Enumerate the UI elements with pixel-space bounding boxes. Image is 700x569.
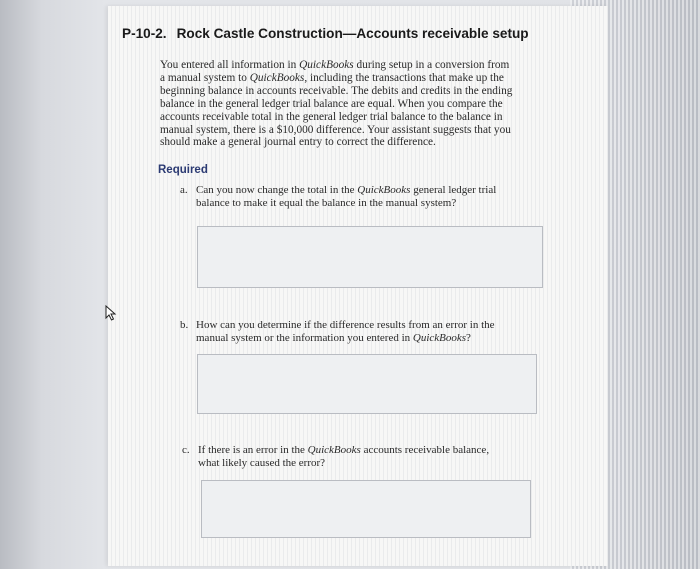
intro-line: a manual system to QuickBooks, including the transactions that make up the — [160, 71, 504, 84]
question-text: If there is an error in the QuickBooks accounts receivable balance, what likely caused the error? — [198, 444, 490, 469]
question-b — [180, 319, 525, 344]
intro-line: accounts receivable total in the general ledger trial balance to the balance in — [160, 110, 503, 123]
textbook-page — [108, 6, 608, 566]
intro-line: You entered all information in QuickBooks during setup in a conversion from — [160, 59, 510, 71]
question-letter: c. — [182, 444, 190, 456]
problem-heading — [122, 26, 592, 41]
question-text: Can you now change the total in the QuickBooks general ledger trial balance to make it equal the balance in the manual system? — [196, 184, 497, 209]
problem-title: Rock Castle Construction—Accounts receivable setup — [176, 26, 529, 41]
intro-line: beginning balance in accounts receivable. The debits and credits in the ending — [160, 84, 513, 97]
answer-box-c[interactable] — [201, 480, 531, 538]
question-text: How can you determine if the difference results from an error in the manual system or the information you entered in QuickBooks? — [196, 319, 495, 344]
required-label: Required — [158, 164, 208, 176]
intro-line: should make a general journal entry to correct the difference. — [160, 136, 436, 149]
question-a — [180, 184, 525, 209]
question-letter: b. — [180, 319, 189, 331]
problem-number: P-10-2. — [122, 26, 167, 41]
question-letter: a. — [180, 184, 188, 196]
question-c — [182, 444, 527, 469]
answer-box-b[interactable] — [197, 354, 537, 414]
mouse-pointer-icon — [104, 305, 118, 321]
intro-line: balance in the general ledger trial balance are equal. When you compare the — [160, 97, 503, 110]
problem-intro — [160, 59, 540, 149]
intro-line: manual system, there is a $10,000 difference. Your assistant suggests that you — [160, 123, 511, 136]
answer-box-a[interactable] — [197, 226, 543, 288]
